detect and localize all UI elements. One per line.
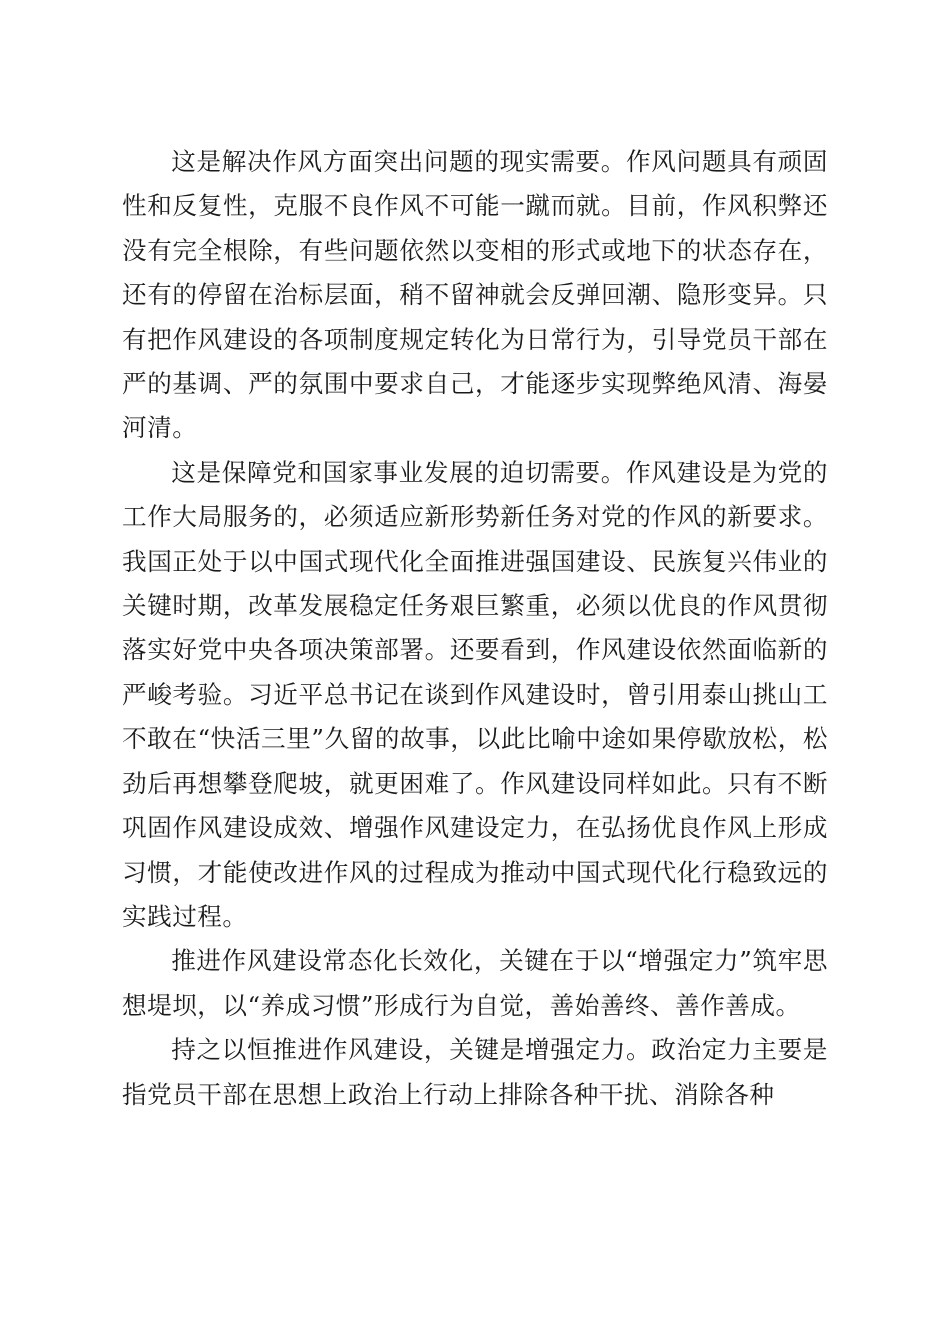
paragraph-3: 推进作风建设常态化长效化，关键在于以“增强定力”筑牢思想堤坝，以“养成习惯”形成行为自觉，善始善终、善作善成。 bbox=[122, 946, 828, 1020]
document-body bbox=[122, 140, 828, 1117]
paragraph-4: 持之以恒推进作风建设，关键是增强定力。政治定力主要是指党员干部在思想上政治上行动上排除各种干扰、消除各种 bbox=[122, 1035, 828, 1109]
paragraph-1: 这是解决作风方面突出问题的现实需要。作风问题具有顽固性和反复性，克服不良作风不可能一蹴而就。目前，作风积弊还没有完全根除，有些问题依然以变相的形式或地下的状态存在，还有的停留在治标层面，稍不留神就会反弹回潮、隐形变异。只有把作风建设的各项制度规定转化为日常行为，引导党员干部在严的基调、严的氛围中要求自己，才能逐步实现弊绝风清、海晏河清。 bbox=[122, 147, 828, 443]
paragraph-2: 这是保障党和国家事业发展的迫切需要。作风建设是为党的工作大局服务的，必须适应新形势新任务对党的作风的新要求。我国正处于以中国式现代化全面推进强国建设、民族复兴伟业的关键时期，改革发展稳定任务艰巨繁重，必须以优良的作风贯彻落实好党中央各项决策部署。还要看到，作风建设依然面临新的严峻考验。习近平总书记在谈到作风建设时，曾引用泰山挑山工不敢在“快活三里”久留的故事，以此比喻中途如果停歇放松，松劲后再想攀登爬坡，就更困难了。作风建设同样如此。只有不断巩固作风建设成效、增强作风建设定力，在弘扬优良作风上形成习惯，才能使改进作风的过程成为推动中国式现代化行稳致远的实践过程。 bbox=[122, 457, 828, 931]
